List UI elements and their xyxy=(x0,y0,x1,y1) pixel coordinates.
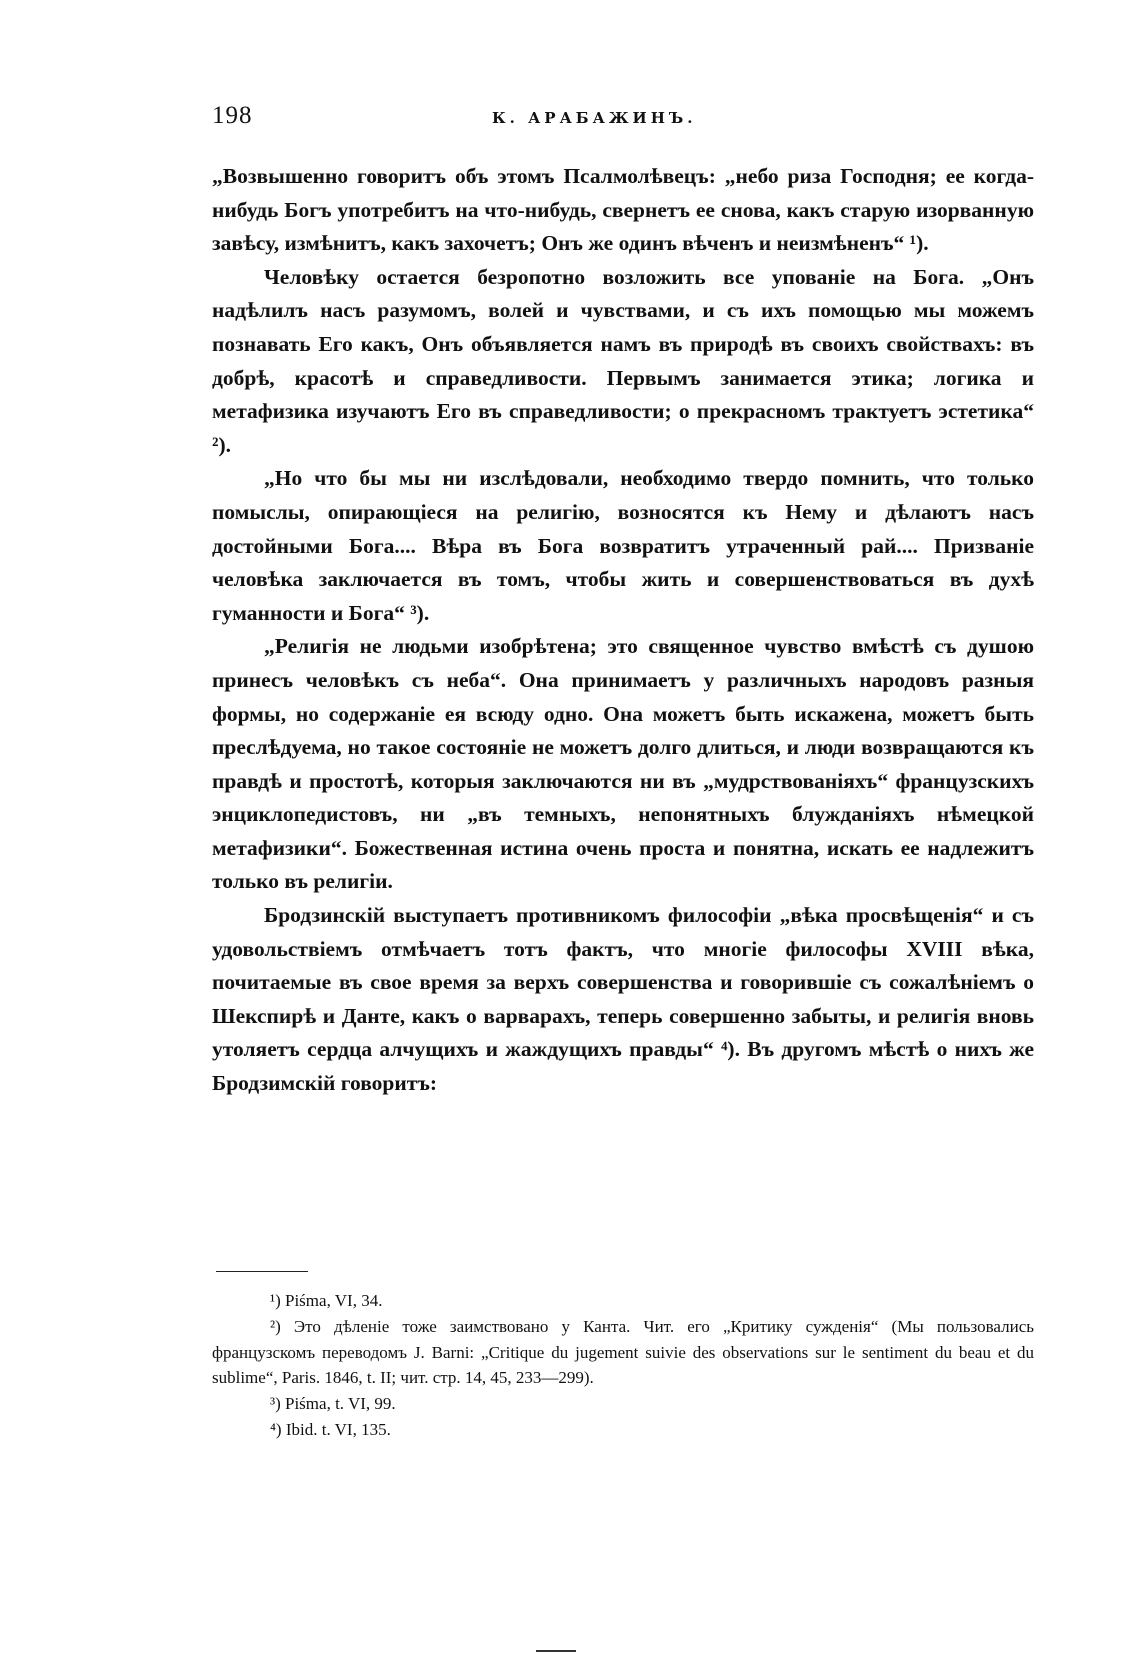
footnote-divider xyxy=(216,1271,308,1272)
page-number: 198 xyxy=(212,102,253,129)
paragraph: „Возвышенно говоритъ объ этомъ Псалмолѣвецъ: „небо риза Господня; ее когда-нибудь Богъ употребитъ на что-нибудь, свернетъ ее снова, какъ старую изорванную завѣсу, измѣнитъ, какъ захочетъ; Онъ же одинъ вѣченъ и неизмѣненъ“ ¹). xyxy=(212,164,1034,256)
footnote: ³) Piśma, t. VI, 99. xyxy=(270,1394,396,1414)
footnote: ²) Это дѣленіе тоже заимствовано у Канта. Чит. его „Критику сужденія“ (Мы пользовались французскомъ переводомъ J. Barni: „Critique du jugement suivie des observations sur le sentiment du beau et du sublime“, Paris. 1846, t. II; чит. стр. 14, 45, 233—299). xyxy=(212,1316,1034,1388)
paragraph: „Но что бы мы ни изслѣдовали, необходимо твердо помнить, что только помыслы, опирающіеся на религію, возносятся къ Нему и дѣлаютъ насъ достойными Бога.... Вѣра въ Бога возвратитъ утраченный рай.... Призваніе человѣка заключается въ томъ, чтобы жить и совершенствоваться въ духѣ гуманности и Бога“ ³). xyxy=(212,466,1034,625)
paragraph: „Религія не людьми изобрѣтена; это священное чувство вмѣстѣ съ душою принесъ человѣкъ съ неба“. Она принимаетъ у различныхъ народовъ разныя формы, но содержаніе ея всюду одно. Она можетъ быть искажена, можетъ быть преслѣдуема, но такое состояніе не можетъ долго длиться, и люди возвращаются къ правдѣ и простотѣ, которыя заключаются ни въ „мудрствованіяхъ“ французскихъ энциклопедистовъ, ни „въ темныхъ, непонятныхъ блужданіяхъ нѣмецкой метафизики“. Божественная истина очень проста и понятна, искать ее надлежитъ только въ религіи. xyxy=(212,634,1034,894)
footnotes xyxy=(212,1288,1034,1443)
footnote: ¹) Piśma, VI, 34. xyxy=(270,1291,383,1310)
main-text xyxy=(212,160,1034,1101)
running-title: К. АРАБАЖИНЪ. xyxy=(492,109,697,127)
bottom-divider xyxy=(536,1650,576,1652)
running-head xyxy=(212,102,1034,142)
paragraph: Бродзинскій выступаетъ противникомъ философіи „вѣка просвѣщенія“ и съ удовольствіемъ отмѣчаетъ тотъ фактъ, что многіе философы XVIII вѣка, почитаемые въ свое время за верхъ совершенства и говорившіе съ сожалѣніемъ о Шекспирѣ и Данте, какъ о варварахъ, теперь совершенно забыты, и религія вновь утоляетъ сердца алчущихъ и жаждущихъ правды“ ⁴). Въ другомъ мѣстѣ о нихъ же Бродзимскій говоритъ: xyxy=(212,903,1034,1096)
footnote: ⁴) Ibid. t. VI, 135. xyxy=(270,1419,391,1439)
paragraph: Человѣку остается безропотно возложить все упованіе на Бога. „Онъ надѣлилъ насъ разумомъ, волей и чувствами, и съ ихъ помощью мы можемъ познавать Его какъ, Онъ объявляется намъ въ природѣ въ своихъ свойствахъ: въ добрѣ, красотѣ и справедливости. Первымъ занимается этика; логика и метафизика изучаютъ Его въ справедливости; о прекрасномъ трактуетъ эстетика“ ²). xyxy=(212,264,1034,457)
